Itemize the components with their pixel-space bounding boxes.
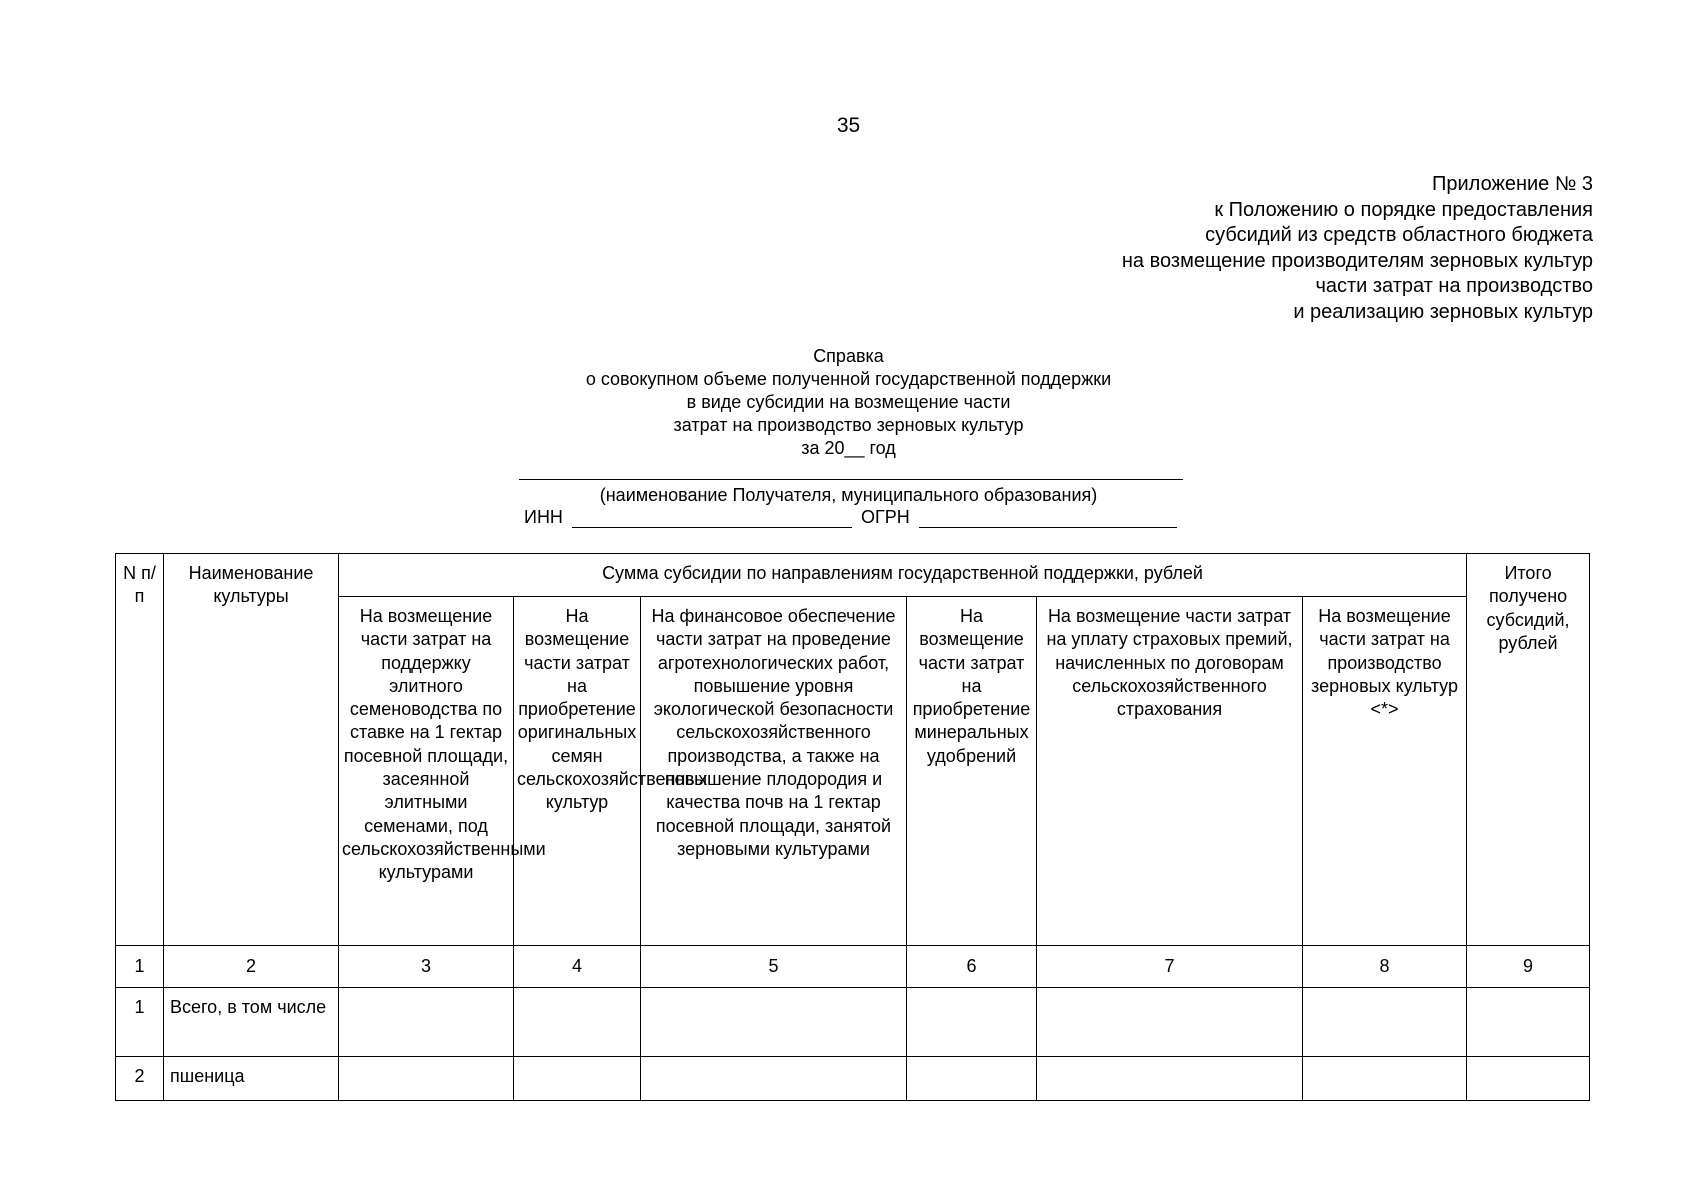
table-cell [1303, 1057, 1467, 1101]
crop-name: Всего, в том числе [164, 988, 339, 1057]
appendix-line: Приложение № 3 [1432, 173, 1593, 195]
ids-line [524, 506, 1181, 528]
column-number: 1 [116, 946, 164, 988]
recipient-caption: (наименование Получателя, муниципального образования) [599, 485, 1098, 505]
header-row-number: N п/п [116, 554, 164, 946]
inn-label: ИНН [524, 507, 563, 527]
appendix-line: к Положению о порядке предоставления [1214, 198, 1593, 221]
page-number: 35 [836, 114, 861, 137]
subsidy-table [115, 553, 1590, 1101]
table-cell [907, 1057, 1037, 1101]
appendix-note [1122, 172, 1593, 325]
appendix-line: и реализацию зерновых культур [1293, 300, 1593, 323]
table-cell [641, 1057, 907, 1101]
table-cell [1467, 988, 1590, 1057]
certificate-title-line: в виде субсидии на возмещение части [686, 392, 1011, 412]
header-original-seeds: На возмещение части затрат на приобретение оригинальных семян сельскохозяйственных культур [514, 597, 641, 946]
header-insurance: На возмещение части затрат на уплату страховых премий, начисленных по договорам сельскохозяйственного страхования [1037, 597, 1303, 946]
header-total-received: Итого получено субсидий, рублей [1467, 554, 1590, 946]
certificate-title [0, 345, 1697, 460]
table-row [116, 988, 1590, 1057]
row-number: 1 [116, 988, 164, 1057]
table-cell [1467, 1057, 1590, 1101]
column-number-row [116, 946, 1590, 988]
header-fertilizers: На возмещение части затрат на приобретение минеральных удобрений [907, 597, 1037, 946]
table-cell [1303, 988, 1467, 1057]
column-number: 4 [514, 946, 641, 988]
appendix-line: части затрат на производство [1315, 275, 1593, 297]
table-cell [641, 988, 907, 1057]
header-elite-seed: На возмещение части затрат на поддержку элитного семеноводства по ставке на 1 гектар посевной площади, засеянной элитными семенами, под сельскохозяйственными культурами [339, 597, 514, 946]
table-row [116, 1057, 1590, 1101]
table-cell [339, 1057, 514, 1101]
certificate-title-line: о совокупном объеме полученной государственной поддержки [585, 369, 1112, 389]
column-number: 2 [164, 946, 339, 988]
table-cell [339, 988, 514, 1057]
column-number: 6 [907, 946, 1037, 988]
table-cell [907, 988, 1037, 1057]
crop-name: пшеница [164, 1057, 339, 1101]
appendix-line: на возмещение производителям зерновых культур [1121, 249, 1593, 272]
column-number: 5 [641, 946, 907, 988]
table-cell [514, 1057, 641, 1101]
certificate-title-line: за 20__ год [801, 438, 896, 458]
ogrn-label: ОГРН [860, 507, 910, 527]
certificate-title-line: Справка [813, 346, 884, 366]
inn-blank [572, 508, 852, 528]
column-number: 7 [1037, 946, 1303, 988]
recipient-name-blank [519, 479, 1183, 480]
appendix-line: субсидий из средств областного бюджета [1205, 224, 1593, 246]
header-grain-production: На возмещение части затрат на производство зерновых культур <*> [1303, 597, 1467, 946]
certificate-title-line: затрат на производство зерновых культур [673, 415, 1024, 435]
ogrn-blank [919, 508, 1177, 528]
table-cell [1037, 988, 1303, 1057]
header-subsidy-sum: Сумма субсидии по направлениям государственной поддержки, рублей [339, 554, 1467, 597]
column-number: 8 [1303, 946, 1467, 988]
column-number: 3 [339, 946, 514, 988]
table-cell [1037, 1057, 1303, 1101]
header-agrotech-works: На финансовое обеспечение части затрат на проведение агротехнологических работ, повышение уровня экологической безопасности сельскохозяйственного производства, а также на повышение плодородия и качества почв на 1 гектар посевной площади, занятой зерновыми культурами [641, 597, 907, 946]
table-cell [514, 988, 641, 1057]
column-number: 9 [1467, 946, 1590, 988]
header-crop-name: Наименование культуры [164, 554, 339, 946]
row-number: 2 [116, 1057, 164, 1101]
